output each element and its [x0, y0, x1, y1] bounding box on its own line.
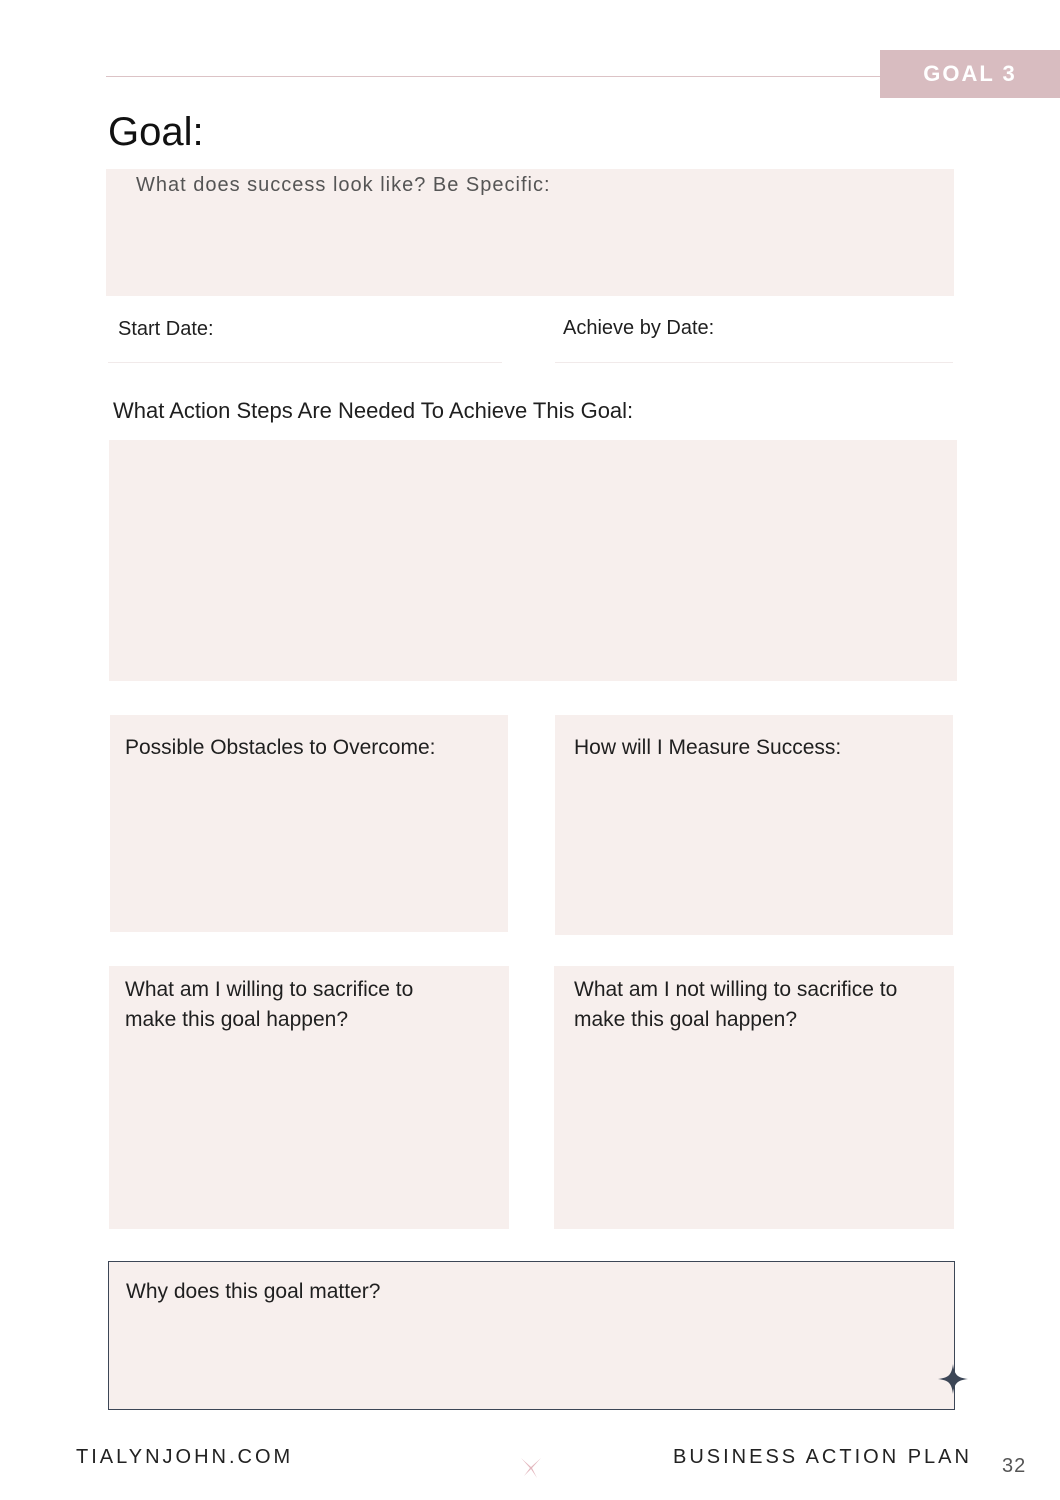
goal-tab: GOAL 3 — [880, 50, 1060, 98]
action-steps-field[interactable] — [109, 440, 957, 681]
page-title: Goal: — [108, 110, 204, 154]
action-steps-label: What Action Steps Are Needed To Achieve This Goal: — [113, 398, 634, 423]
obstacles-label: Possible Obstacles to Overcome: — [125, 736, 436, 759]
star-icon — [518, 1456, 544, 1480]
header-divider — [106, 76, 882, 77]
start-date-label: Start Date: — [118, 318, 214, 340]
why-matters-label: Why does this goal matter? — [126, 1280, 381, 1303]
achieve-date-label: Achieve by Date: — [563, 317, 715, 339]
sparkle-icon — [938, 1364, 968, 1394]
measure-success-label: How will I Measure Success: — [574, 736, 842, 759]
page-number: 32 — [1002, 1455, 1027, 1477]
not-sacrifice-label: What am I not willing to sacrifice to make this goal happen? — [574, 978, 898, 1031]
footer-document-title: BUSINESS ACTION PLAN — [673, 1446, 972, 1468]
footer-website: TIALYNJOHN.COM — [76, 1446, 294, 1468]
sacrifice-label: What am I willing to sacrifice to make this goal happen? — [125, 978, 414, 1031]
success-prompt: What does success look like? Be Specific: — [136, 174, 551, 196]
